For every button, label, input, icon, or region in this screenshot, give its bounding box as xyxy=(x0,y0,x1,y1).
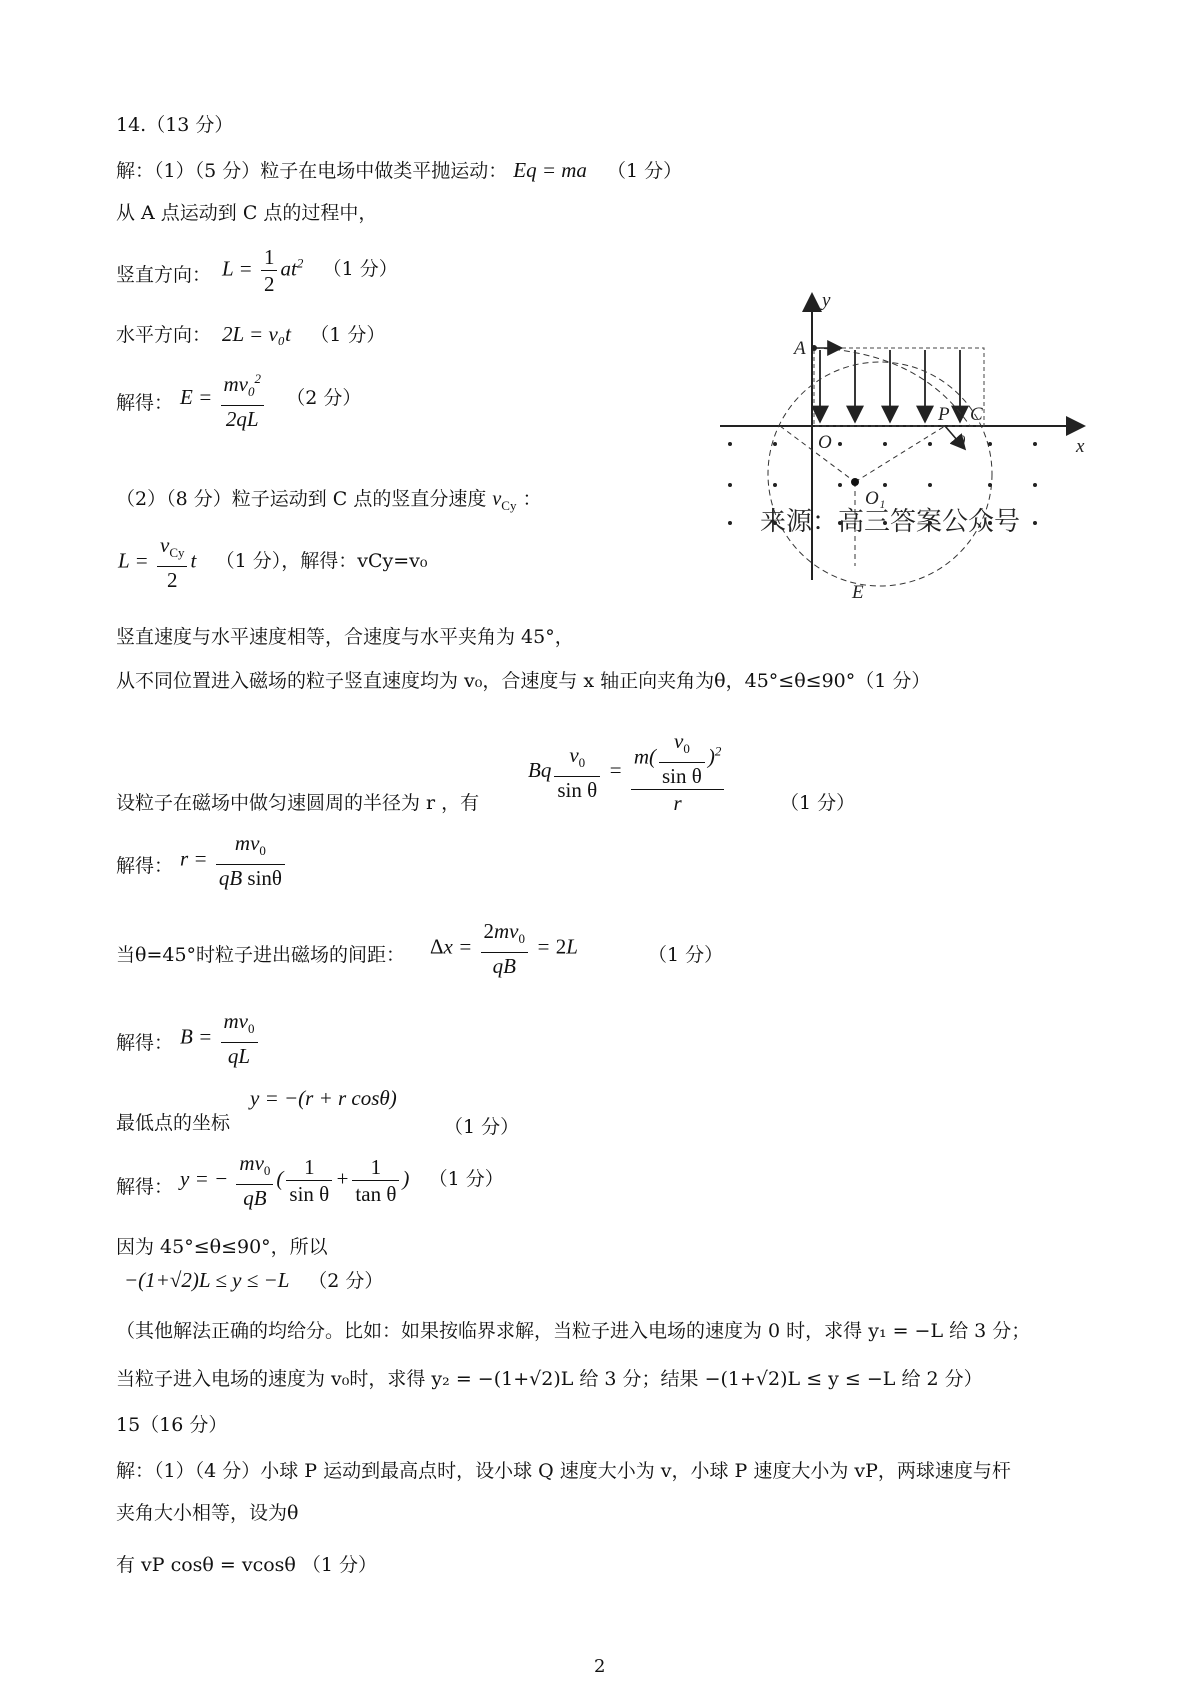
magnetic-circle xyxy=(768,362,992,586)
vcy-formula: L = $\frac{v_{Cy}}{2}$ t （1 分），解得：vCy=v₀ xyxy=(118,533,428,593)
point-A xyxy=(811,345,817,351)
lowest-point-formula: y = −(r + r cosθ) xyxy=(250,1086,397,1110)
radius-formula: r = $\frac{mv_0}{\text{qB sinθ}}$ xyxy=(180,830,288,891)
q15-line-3: 有 vP cosθ = vcosθ （1 分） xyxy=(116,1554,378,1576)
label-P: P xyxy=(938,404,950,425)
vertical-formula: L = $\frac{1}{2}$ $at^2$ （1 分） xyxy=(222,245,398,296)
horizontal-equation: 水平方向： xyxy=(116,324,212,346)
question-15-header: 15（16 分） xyxy=(116,1414,228,1436)
label-A: A xyxy=(794,338,806,359)
lowest-point-label: 最低点的坐标 xyxy=(116,1112,231,1134)
spacing-score: （1 分） xyxy=(648,944,724,966)
horizontal-formula: 2L = v₀t （1 分） xyxy=(222,322,386,346)
y-result-label: 解得： xyxy=(116,1176,174,1198)
radius-label: 解得： xyxy=(116,855,174,877)
label-C: C xyxy=(970,404,983,425)
B-formula: B = $\frac{mv_0}{qL}$ xyxy=(180,1008,261,1069)
q15-line-1: 解：（1）（4 分）小球 P 运动到最高点时，设小球 Q 速度大小为 v，小球 P 速度大小为 vP，两球速度与杆 xyxy=(116,1460,1011,1482)
radius-setup: 设粒子在磁场中做匀速圆周的半径为 r ，有 xyxy=(116,792,480,814)
part-2-line-4: 从不同位置进入磁场的粒子竖直速度均为 v₀，合速度与 x 轴正向夹角为θ，45°≤θ≤90°（1 分） xyxy=(116,670,931,692)
force-formula: Bq $\frac{v_0}{\text{sin θ}}$ = m( $\frac{v_0}{\text{sin θ}}$ )$^2$ r xyxy=(528,728,727,816)
field-region xyxy=(814,348,984,426)
B-label: 解得： xyxy=(116,1032,174,1054)
range-reason: 因为 45°≤θ≤90°，所以 xyxy=(116,1236,328,1258)
label-O: O xyxy=(818,432,832,453)
spacing-formula: Δx = $\frac{2mv_0}{qB}$ = 2L xyxy=(430,919,578,979)
alt-note-1: （其他解法正确的均给分。比如：如果按临界求解，当粒子进入电场的速度为 0 时，求得 y₁ = −L 给 3 分； xyxy=(116,1320,1031,1342)
lowest-point-score: （1 分） xyxy=(444,1116,520,1138)
force-score: （1 分） xyxy=(780,792,856,814)
result-E-label: 解得： xyxy=(116,392,174,414)
result-E-formula: E = $\frac{mv_0^2}{2qL}$ （2 分） xyxy=(180,366,361,432)
solution-line-1: 解：（1）（5 分）粒子在电场中做类平抛运动： Eq = ma （1 分） xyxy=(116,158,683,182)
field-diagram xyxy=(720,290,1100,630)
spacing-line: 当θ=45°时粒子进出磁场的间距： xyxy=(116,944,406,966)
label-y: y xyxy=(822,290,831,311)
vertical-equation: 竖直方向： xyxy=(116,264,212,286)
label-x: x xyxy=(1076,436,1085,457)
alt-note-2: 当粒子进入电场的速度为 v₀时，求得 y₂ = −(1+√2)L 给 3 分；结果 −(1+√2)L ≤ y ≤ −L 给 2 分） xyxy=(116,1368,983,1390)
label-theta: θ xyxy=(958,434,966,450)
range-formula: −(1+√2)L ≤ y ≤ −L （2 分） xyxy=(124,1268,384,1292)
part-2-line-3: 竖直速度与水平速度相等，合速度与水平夹角为 45°， xyxy=(116,626,574,648)
q15-line-2: 夹角大小相等，设为θ xyxy=(116,1502,299,1524)
solution-line-2: 从 A 点运动到 C 点的过程中， xyxy=(116,202,378,224)
page-number: 2 xyxy=(594,1656,606,1677)
y-result-formula: y = − $\frac{mv_0}{qB}$ ( $\frac{1}{\text{sin θ}}$ + $\frac{1}{\text{tan θ}}$ ) （1 分） xyxy=(180,1151,504,1211)
label-O1: O₁ xyxy=(865,488,886,509)
center-O1 xyxy=(851,478,859,486)
watermark: 来源：高三答案公众号 xyxy=(760,507,1021,537)
label-E: E xyxy=(852,582,864,603)
question-14-header: 14.（13 分） xyxy=(116,114,234,136)
part-2-intro: （2）（8 分）粒子运动到 C 点的竖直分速度 $v_{Cy}$ ： xyxy=(116,488,542,513)
